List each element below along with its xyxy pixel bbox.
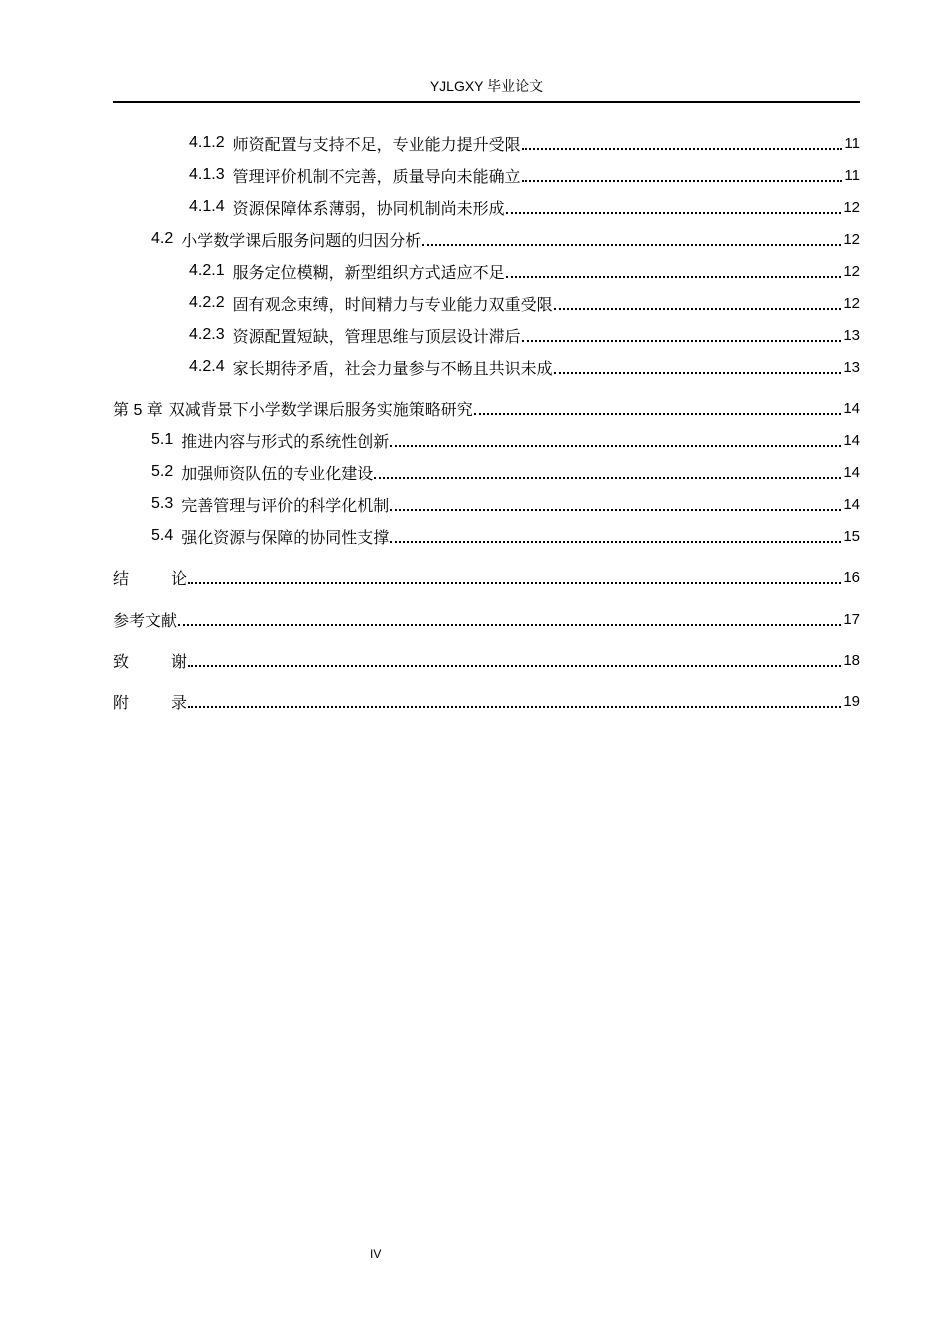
dot-leader: [506, 276, 842, 278]
toc-title: 加强师资队伍的专业化建设: [181, 463, 374, 483]
toc-number: 4.2: [151, 230, 174, 247]
toc-title: 管理评价机制不完善，质量导向未能确立: [232, 166, 521, 186]
toc-number: 4.2.1: [189, 262, 225, 279]
toc-entry-references[interactable]: [113, 605, 860, 633]
toc-entry-5-3[interactable]: [113, 490, 860, 518]
toc-page-number: 14: [843, 431, 860, 449]
dot-leader: [522, 180, 843, 182]
toc-entry-4-2-1[interactable]: [113, 257, 860, 285]
dot-leader: [188, 706, 841, 708]
dot-leader: [522, 148, 843, 150]
toc-entry-4-2-2[interactable]: [113, 289, 860, 317]
toc-title: 完善管理与评价的科学化机制: [181, 495, 390, 515]
toc-title: 双减背景下小学数学课后服务实施策略研究: [168, 401, 473, 419]
toc-page-number: 13: [843, 326, 860, 344]
toc-number: 4.2.3: [189, 326, 225, 343]
toc-page-number: 14: [843, 495, 860, 513]
dot-leader: [374, 477, 841, 479]
toc-number: 5.1: [151, 431, 174, 448]
toc-number: 4.1.4: [189, 198, 225, 215]
toc-entry-4-1-3[interactable]: [113, 161, 860, 189]
toc-page-number: 18: [843, 651, 860, 669]
toc-entry-4-2[interactable]: [113, 225, 860, 253]
dot-leader: [506, 212, 842, 214]
toc-page-number: 12: [843, 262, 860, 280]
toc-page-number: 12: [843, 198, 860, 216]
toc-entry-4-1-4[interactable]: [113, 193, 860, 221]
page-footer: [370, 1247, 381, 1261]
toc-entry-appendix[interactable]: [113, 687, 860, 715]
toc-page-number: 11: [844, 166, 860, 184]
dot-leader: [390, 509, 841, 511]
toc-number: 5.3: [151, 495, 174, 512]
dot-leader: [188, 582, 841, 584]
toc-title: 师资配置与支持不足，专业能力提升受限: [232, 134, 521, 154]
toc-title: 推进内容与形式的系统性创新: [181, 431, 390, 451]
footer-page-number: IV: [370, 1247, 382, 1261]
dot-leader: [390, 541, 841, 543]
toc-entry-5-4[interactable]: [113, 522, 860, 550]
dot-leader: [522, 340, 842, 342]
toc-title: 资源保障体系薄弱，协同机制尚未形成: [232, 198, 505, 218]
toc-number: 4.2.2: [189, 294, 225, 311]
toc-entry-chapter-5[interactable]: [113, 394, 860, 422]
toc-page-number: 17: [843, 610, 860, 628]
toc-page-number: 11: [844, 134, 860, 152]
toc-title: 资源配置短缺，管理思维与顶层设计滞后: [232, 326, 521, 346]
toc-page-number: 19: [843, 692, 860, 710]
toc-title: 致 谢: [113, 653, 188, 671]
toc-title: 结 论: [113, 570, 188, 588]
toc-number: 4.1.2: [189, 134, 225, 151]
page-header: [113, 76, 860, 103]
toc-page-number: 12: [843, 294, 860, 312]
toc-title: 家长期待矛盾，社会力量参与不畅且共识未成: [232, 358, 553, 378]
toc-entry-conclusion[interactable]: [113, 563, 860, 591]
toc-page-number: 14: [843, 399, 860, 417]
toc-title: 小学数学课后服务问题的归因分析: [181, 230, 422, 250]
dot-leader: [188, 665, 841, 667]
toc-chapter-number: 第 5 章: [113, 401, 163, 419]
toc-entry-acknowledgements[interactable]: [113, 646, 860, 674]
toc-title: 固有观念束缚，时间精力与专业能力双重受限: [232, 294, 553, 314]
toc-entry-4-2-3[interactable]: [113, 321, 860, 349]
dot-leader: [554, 372, 842, 374]
toc-title: 附 录: [113, 694, 188, 712]
toc-page-number: 16: [843, 568, 860, 586]
toc-number: 5.4: [151, 527, 174, 544]
toc-title: 服务定位模糊，新型组织方式适应不足: [232, 262, 505, 282]
toc-number: 4.1.3: [189, 166, 225, 183]
dot-leader: [554, 308, 842, 310]
toc-number: 4.2.4: [189, 358, 225, 375]
toc-entry-4-2-4[interactable]: [113, 353, 860, 381]
toc-entry-5-1[interactable]: [113, 426, 860, 454]
toc-number: 5.2: [151, 463, 174, 480]
toc-page-number: 15: [843, 527, 860, 545]
header-title: YJLGXY 毕业论文: [429, 78, 544, 94]
dot-leader: [178, 624, 841, 626]
toc-page-number: 14: [843, 463, 860, 481]
toc-title: 参考文献: [113, 612, 178, 630]
dot-leader: [422, 244, 841, 246]
toc-page-number: 13: [843, 358, 860, 376]
toc-page-number: 12: [843, 230, 860, 248]
toc-entry-4-1-2[interactable]: [113, 129, 860, 157]
toc-entry-5-2[interactable]: [113, 458, 860, 486]
toc-title: 强化资源与保障的协同性支撑: [181, 527, 390, 547]
dot-leader: [474, 413, 842, 415]
dot-leader: [390, 445, 841, 447]
